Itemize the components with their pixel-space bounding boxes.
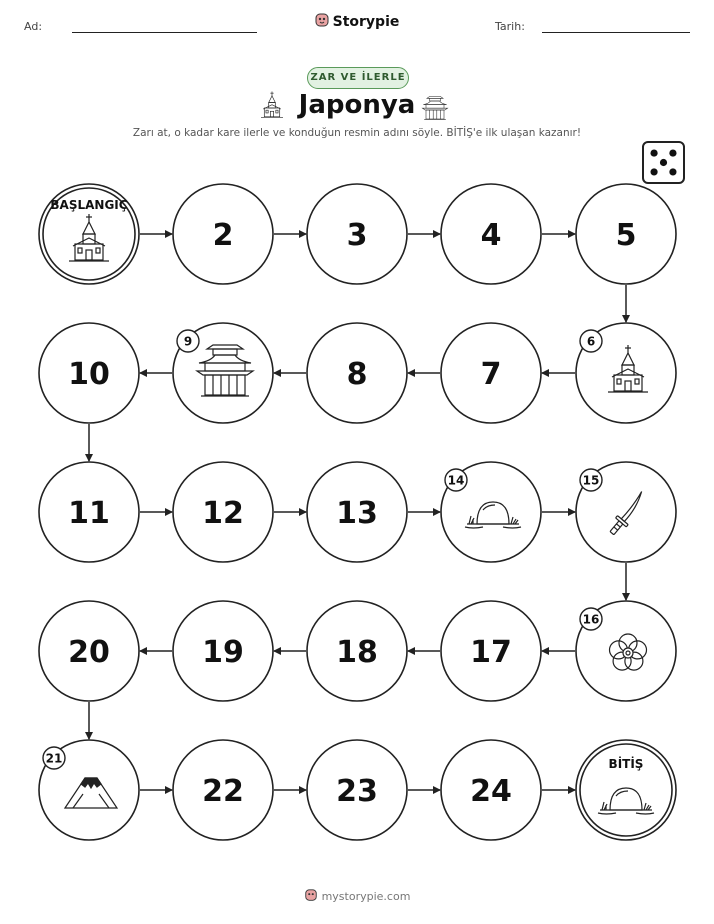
space-number: 12 [202,496,244,531]
space-12[interactable] [173,462,273,562]
space-number: 3 [346,218,368,253]
space-5[interactable] [576,184,676,284]
pagoda-icon [422,97,447,120]
space-number: 10 [68,357,110,392]
storypie-footer-icon [304,888,318,905]
dice-icon[interactable] [643,142,684,183]
space-number: 23 [336,774,378,809]
space-19[interactable] [173,601,273,701]
page-title: Japonya [298,90,416,120]
space-number: 19 [202,635,244,670]
space-number-badge: 14 [447,473,465,488]
space-3[interactable] [307,184,407,284]
finish-space[interactable] [576,740,676,840]
space-number-badge: 15 [582,473,600,488]
space-number: 24 [470,774,512,809]
space-2[interactable] [173,184,273,284]
space-23[interactable] [307,740,407,840]
space-number: 7 [480,357,502,392]
space-24[interactable] [441,740,541,840]
space-11[interactable] [39,462,139,562]
space-21[interactable] [39,740,139,840]
space-number-badge: 9 [183,334,193,349]
space-number-badge: 6 [586,334,596,349]
space-number: 18 [336,635,378,670]
space-13[interactable] [307,462,407,562]
space-number: 5 [615,218,637,253]
instructions: Zarı at, o kadar kare ilerle ve konduğun resmin adını söyle. BİTİŞ'e ilk ulaşan kazanır! [132,127,582,139]
space-4[interactable] [441,184,541,284]
space-number-badge: 21 [45,751,63,766]
space-15[interactable] [576,462,676,562]
space-8[interactable] [307,323,407,423]
space-22[interactable] [173,740,273,840]
space-6[interactable] [576,323,676,423]
game-type-pill: ZAR VE İLERLE [307,67,409,89]
space-number: 11 [68,496,110,531]
space-number: 17 [470,635,512,670]
date-label: Tarih: [495,20,525,33]
space-17[interactable] [441,601,541,701]
space-number: 8 [346,357,368,392]
footer [0,888,714,905]
space-9[interactable] [173,323,273,423]
name-label: Ad: [24,20,43,33]
space-label: BİTİŞ [608,757,644,771]
space-number-badge: 16 [582,612,600,627]
space-10[interactable] [39,323,139,423]
space-18[interactable] [307,601,407,701]
start-space[interactable] [39,184,139,284]
space-16[interactable] [576,601,676,701]
space-label: BAŞLANGIÇ [50,198,128,212]
church-icon [261,92,283,118]
space-14[interactable] [441,462,541,562]
space-number: 4 [480,218,502,253]
space-7[interactable] [441,323,541,423]
brand-name: Storypie [332,14,400,30]
space-number: 20 [68,635,110,670]
footer-url[interactable]: mystorypie.com [321,890,411,903]
space-number: 2 [212,218,234,253]
space-number: 22 [202,774,244,809]
space-number: 13 [336,496,378,531]
space-20[interactable] [39,601,139,701]
